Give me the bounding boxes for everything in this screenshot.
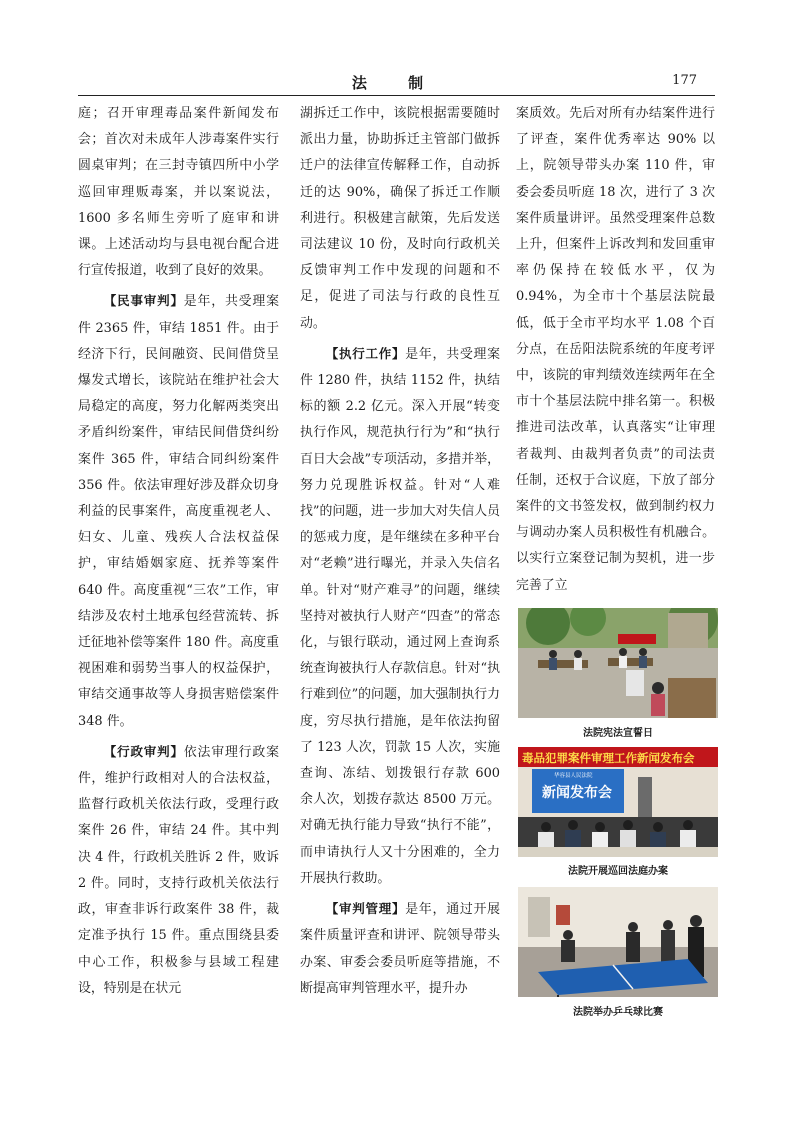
section-title-management: 【审判管理】 (325, 901, 406, 917)
photo-caption: 法院开展巡回法庭办案 (568, 866, 668, 877)
photo-oath-ceremony (518, 608, 718, 718)
photo-caption: 法院宪法宣誓日 (583, 728, 653, 739)
section-body: 是年，共受理案件 2365 件，审结 1851 件。由于经济下行，民间融资、民间借贷呈爆发式增长，该院站在维护社会大局稳定的高度，努力化解两类突出矛盾纠纷案件，审结民间借贷纠纷案件 365 件，审结合同纠纷案件 356 件。依法审理好涉及群众切身利益的民事案件，高度重视老人、妇女、儿童、残疾人合法权益保护，审结婚姻家庭、抚养等案件 640 件。高度重视“三农”工作，审结涉及农村土地承包经营流转、拆迁征地补偿等案件 180 件。高度重视困难和弱势当事人的权益保护，审结交通事故等人身损害赔偿案件 348 件。 (78, 294, 279, 729)
paragraph-administrative-trial (78, 739, 279, 1002)
running-header-title: 法 制 (351, 74, 442, 92)
section-body: 是年，共受理案件 1280 件，执结 1152 件，执结标的额 2.2 亿元。深入开展“转变执行作风，规范执行行为”和“执行百日大会战”专项活动，多措并举，努力兑现胜诉权益。针对“人难找”的问题，进一步加大对失信人员的惩戒力度，是年继续在多种平台对“老赖”进行曝光，并录入失信名单。针对“财产难寻”的问题，继续坚持对被执行人财产“四查”的常态化，与银行联动，通过网上查询系统查询被执行人存款信息。针对“执行难到位”的问题，加大强制执行力度，穷尽执行措施，是年依法拘留了 123 人次，罚款 15 人次，实施查询、冻结、划拨银行存款 600 余人次，划拨存款达 8500 万元。对确无执行能力导致“执行不能”，而申请执行人又十分困难的，全力开展执行救助。 (300, 346, 500, 886)
header-rule (78, 95, 715, 96)
board-text: 新闻发布会 (542, 785, 612, 801)
paragraph-enforcement (300, 341, 500, 892)
section-title-civil: 【民事审判】 (103, 293, 184, 309)
banner-text: 毒品犯罪案件审理工作新闻发布会 (522, 751, 695, 765)
board-small-text: 华容县人民法院 (554, 773, 593, 779)
photo-caption: 法院举办乒乓球比赛 (573, 1007, 663, 1018)
text-column-2 (300, 101, 500, 1006)
text-column-3 (516, 101, 715, 603)
paragraph: 庭；召开审理毒品案件新闻发布会；首次对未成年人涉毒案件实行圆桌审判；在三封寺镇四所中小学巡回审理贩毒案，并以案说法，1600 多名师生旁听了庭审和讲课。上述活动均与县电视台配合进行宣传报道，收到了良好的效果。 (78, 106, 279, 279)
section-title-administrative: 【行政审判】 (103, 743, 184, 759)
paragraph: 案质效。先后对所有办结案件进行了评查，案件优秀率达 90% 以上，院领导带头办案 110 件，审委会委员听庭 18 次，进行了 3 次案件质量讲评。虽然受理案件总数上升，但案件上诉改判和发回重审率仍保持在较低水平，仅为 0.94%，为全市十个基层法院最低，低于全市平均水平 1.08 个百分点，在岳阳法院系统的年度考评中，该院的审判绩效连续两年在全市十个基层法院中排名第一。积极推进司法改革，认真落实“让审理者裁判、由裁判者负责”的司法责任制，还权于合议庭，下放了部分案件的文书签发权，做到制约权力与调动办案人员积极性有机融合。以实行立案登记制为契机，进一步完善了立 (516, 106, 715, 593)
text-column-1 (78, 101, 279, 1006)
section-body: 依法审理行政案件，维护行政相对人的合法权益，监督行政机关依法行政，受理行政案件 26 件，审结 24 件。其中判决 4 件，行政机关胜诉 2 件，败诉 2 件。同时，支持行政机关依法行政，审查非诉行政案件 38 件，裁定准予执行 15 件。重点围绕县委中心工作，积极参与县域工程建设，特别是在状元 (78, 744, 279, 996)
section-body: 是年，通过开展案件质量评查和讲评、院领导带头办案、审委会委员听庭等措施，不断提高审判管理水平，提升办 (300, 902, 500, 996)
paragraph-civil-trial (78, 288, 279, 734)
photo-press-conference (518, 747, 718, 857)
photo-table-tennis (518, 887, 718, 997)
section-title-enforcement: 【执行工作】 (325, 345, 406, 361)
paragraph-trial-management (300, 896, 500, 1002)
paragraph: 湖拆迁工作中，该院根据需要随时派出力量，协助拆迁主管部门做拆迁户的法律宣传解释工作，自动拆迁的达 90%，确保了拆迁工作顺利进行。积极建言献策，先后发送司法建议 10 份，及时向行政机关反馈审判工作中发现的问题和不足，促进了司法与行政的良性互动。 (300, 106, 500, 331)
page-number: 177 (672, 73, 697, 88)
